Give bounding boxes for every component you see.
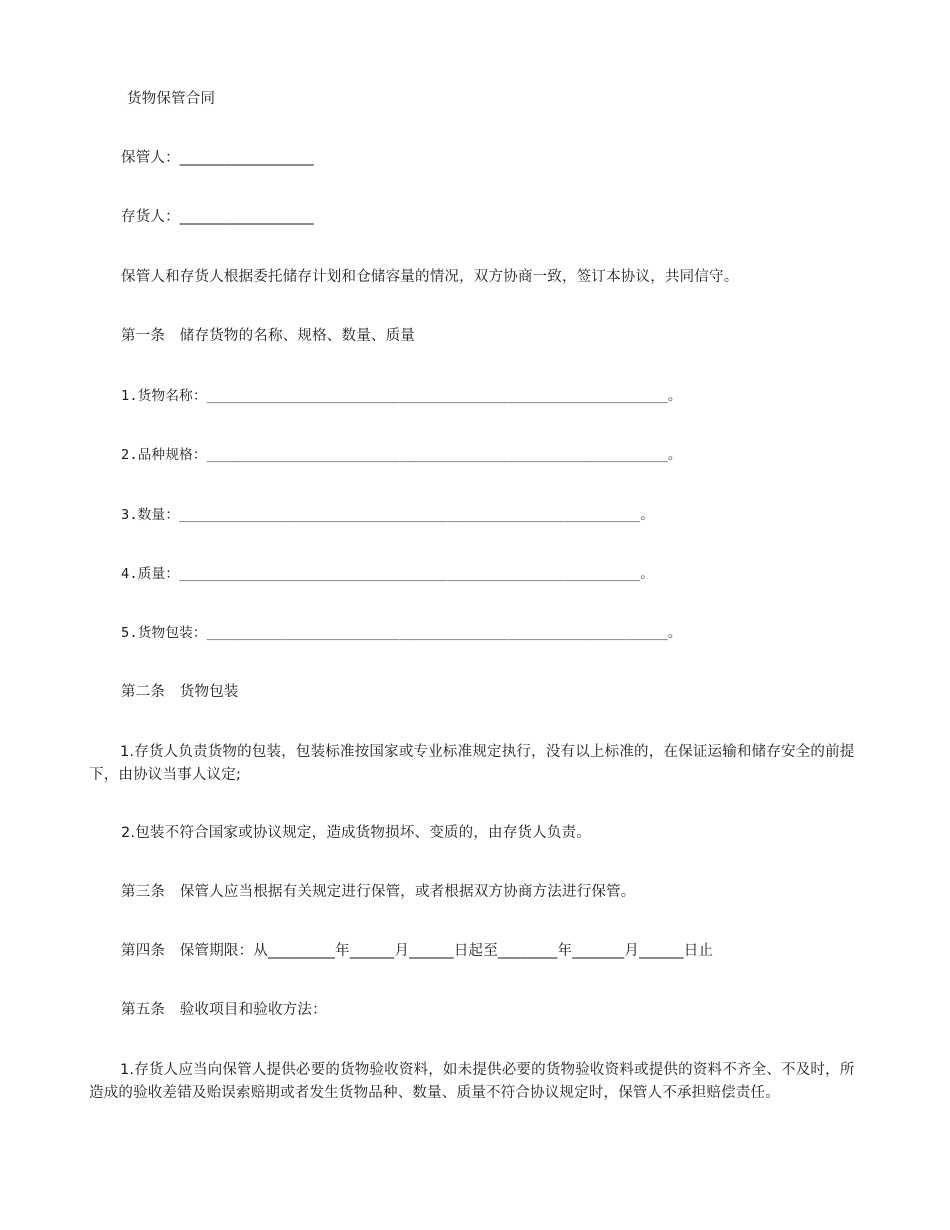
goods-name-line: 1.货物名称：_______________________________________________________。 [121, 388, 682, 404]
goods-quantity-line: 3.数量：_______________________________________________________。 [121, 507, 655, 523]
custodian-line: 保管人：__________________ [121, 150, 314, 166]
goods-packaging-line: 5.货物包装：_______________________________________________________。 [121, 625, 682, 641]
contract-title: 货物保管合同 [127, 91, 216, 107]
goods-spec-line: 2.品种规格：_______________________________________________________。 [121, 447, 682, 463]
article-1-heading: 第一条 储存货物的名称、规格、数量、质量 [121, 328, 415, 344]
depositor-line: 存货人：__________________ [121, 209, 314, 225]
article-5-clause-1: 1.存货人应当向保管人提供必要的货物验收资料，如未提供必要的货物验收资料或提供的资料不齐全、不及时，所造成的验收差错及贻误索赔期或者发生货物品种、数量、质量不符合协议规定时，保管人不承担赔偿责任。 [89, 1062, 855, 1101]
goods-quality-line: 4.质量：_______________________________________________________。 [121, 566, 655, 582]
article-5-heading: 第五条 验收项目和验收方法： [121, 1002, 327, 1018]
article-3-paragraph: 第三条 保管人应当根据有关规定进行保管，或者根据双方协商方法进行保管。 [121, 884, 636, 900]
article-2-clause-1: 1.存货人负责货物的包装，包装标准按国家或专业标准规定执行，没有以上标准的，在保证运输和储存安全的前提下，由协议当事人议定; [89, 744, 855, 783]
article-2-clause-2: 2.包装不符合国家或协议规定，造成货物损坏、变质的，由存货人负责。 [121, 825, 591, 841]
article-2-heading: 第二条 货物包装 [121, 684, 239, 700]
preamble-paragraph: 保管人和存货人根据委托储存计划和仓储容量的情况，双方协商一致，签订本协议，共同信守。 [121, 269, 739, 285]
article-4-storage-period: 第四条 保管期限：从_________年______月______日起至________年_______月______日止 [121, 943, 714, 959]
